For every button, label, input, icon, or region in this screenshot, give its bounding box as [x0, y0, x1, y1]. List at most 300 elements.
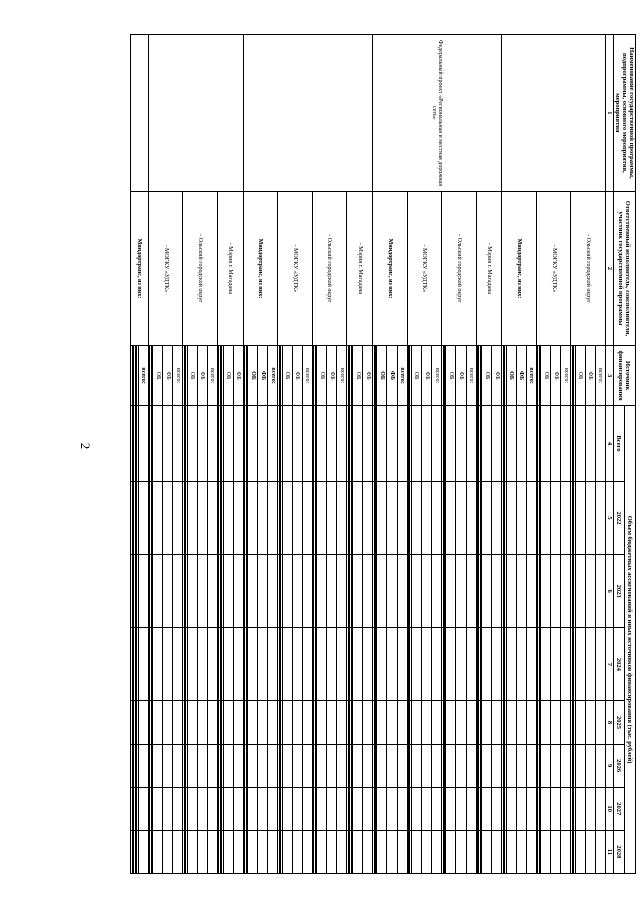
value-cell	[387, 555, 397, 628]
value-cell	[526, 406, 536, 482]
value-cell	[456, 830, 466, 873]
value-cell	[327, 628, 337, 701]
value-cell	[148, 555, 149, 628]
value-cell	[574, 830, 575, 873]
value-cell	[575, 701, 585, 744]
value-cell	[223, 830, 233, 873]
source-cell	[135, 346, 136, 406]
program-name-cell	[148, 35, 243, 192]
value-cell	[131, 406, 133, 482]
value-cell	[258, 787, 268, 830]
value-cell	[595, 744, 605, 787]
header-year: 2024	[614, 628, 625, 701]
source-cell: ФБ	[363, 346, 373, 406]
value-cell	[478, 481, 479, 554]
value-cell	[219, 481, 220, 554]
source-cell	[374, 346, 375, 406]
value-cell	[480, 744, 481, 787]
value-cell	[502, 701, 503, 744]
value-cell	[353, 830, 363, 873]
value-cell	[350, 701, 351, 744]
participant-cell: - Мэрия г. Магадана	[217, 191, 243, 345]
source-cell: ФБ	[258, 346, 268, 406]
value-cell	[148, 787, 149, 830]
value-cell	[315, 628, 316, 701]
value-cell	[476, 701, 477, 744]
source-cell	[243, 346, 244, 406]
value-cell	[222, 555, 223, 628]
value-cell	[220, 481, 221, 554]
value-cell	[281, 787, 282, 830]
value-cell	[186, 555, 187, 628]
value-cell	[376, 406, 377, 482]
value-cell	[173, 555, 183, 628]
value-cell	[422, 628, 432, 701]
value-cell	[131, 744, 133, 787]
value-cell	[279, 787, 280, 830]
source-cell: ОБ	[541, 346, 551, 406]
value-cell	[572, 787, 573, 830]
value-cell	[223, 744, 233, 787]
value-cell	[377, 481, 387, 554]
source-cell	[184, 346, 185, 406]
value-cell	[134, 481, 135, 554]
header-number: 9	[606, 744, 614, 787]
value-cell	[222, 406, 223, 482]
value-cell	[248, 744, 258, 787]
value-cell	[478, 701, 479, 744]
value-cell	[516, 830, 526, 873]
header-number: 2	[606, 191, 614, 345]
value-cell	[133, 787, 134, 830]
value-cell	[317, 744, 327, 787]
value-cell	[197, 555, 207, 628]
value-cell	[317, 830, 327, 873]
value-cell	[480, 701, 481, 744]
source-cell	[186, 346, 187, 406]
financing-table	[130, 34, 636, 874]
value-cell	[539, 406, 540, 482]
value-cell	[503, 481, 504, 554]
source-cell: ОБ	[353, 346, 363, 406]
value-cell	[476, 830, 477, 873]
value-cell	[466, 787, 476, 830]
value-cell	[292, 787, 302, 830]
value-cell	[186, 830, 187, 873]
value-cell	[446, 555, 456, 628]
value-cell	[561, 481, 571, 554]
value-cell	[476, 406, 477, 482]
value-cell	[302, 481, 312, 554]
value-cell	[442, 628, 443, 701]
value-cell	[245, 744, 246, 787]
value-cell	[151, 628, 152, 701]
value-cell	[258, 701, 268, 744]
value-cell	[571, 628, 572, 701]
value-cell	[505, 628, 506, 701]
value-cell	[374, 830, 375, 873]
value-cell	[347, 555, 348, 628]
value-cell	[351, 555, 352, 628]
header-year: 2023	[614, 555, 625, 628]
value-cell	[133, 481, 134, 554]
value-cell	[351, 787, 352, 830]
value-cell	[363, 628, 373, 701]
value-cell	[220, 406, 221, 482]
value-cell	[480, 787, 481, 830]
value-cell	[478, 406, 479, 482]
value-cell	[456, 787, 466, 830]
value-cell	[135, 555, 136, 628]
value-cell	[233, 481, 243, 554]
value-cell	[503, 701, 504, 744]
value-cell	[541, 555, 551, 628]
value-cell	[133, 555, 134, 628]
value-cell	[466, 406, 476, 482]
value-cell	[350, 787, 351, 830]
value-cell	[138, 628, 148, 701]
value-cell	[173, 701, 183, 744]
value-cell	[351, 406, 352, 482]
value-cell	[585, 830, 595, 873]
value-cell	[348, 787, 349, 830]
value-cell	[466, 701, 476, 744]
source-cell: ФБ	[516, 346, 526, 406]
value-cell	[516, 406, 526, 482]
value-cell	[317, 628, 327, 701]
value-cell	[506, 744, 516, 787]
value-cell	[350, 628, 351, 701]
value-cell	[571, 744, 572, 787]
value-cell	[422, 787, 432, 830]
value-cell	[410, 628, 411, 701]
value-cell	[312, 744, 313, 787]
source-cell: ОБ	[317, 346, 327, 406]
value-cell	[173, 787, 183, 830]
participant-cell: Миндортранс, из них:	[131, 191, 149, 345]
value-cell	[137, 701, 138, 744]
value-cell	[363, 744, 373, 787]
value-cell	[131, 481, 133, 554]
table-row	[492, 35, 502, 874]
value-cell	[456, 555, 466, 628]
value-cell	[315, 406, 316, 482]
header-number: 7	[606, 628, 614, 701]
value-cell	[585, 481, 595, 554]
header-number: 10	[606, 787, 614, 830]
value-cell	[233, 830, 243, 873]
value-cell	[279, 406, 280, 482]
value-cell	[151, 744, 152, 787]
value-cell	[538, 555, 539, 628]
value-cell	[537, 787, 538, 830]
participant-cell: - Ольский городской округ	[442, 191, 477, 345]
value-cell	[350, 744, 351, 787]
source-cell: ФБ	[292, 346, 302, 406]
value-cell	[207, 830, 217, 873]
value-cell	[353, 744, 363, 787]
value-cell	[374, 787, 375, 830]
value-cell	[153, 406, 163, 482]
value-cell	[407, 830, 408, 873]
value-cell	[479, 406, 480, 482]
value-cell	[387, 481, 397, 554]
value-cell	[347, 481, 348, 554]
value-cell	[186, 787, 187, 830]
value-cell	[377, 744, 387, 787]
value-cell	[223, 481, 233, 554]
value-cell	[150, 744, 151, 787]
value-cell	[541, 406, 551, 482]
value-cell	[317, 406, 327, 482]
source-cell: ФБ	[163, 346, 173, 406]
value-cell	[539, 744, 540, 787]
value-cell	[445, 406, 446, 482]
value-cell	[278, 555, 279, 628]
value-cell	[492, 406, 502, 482]
value-cell	[363, 555, 373, 628]
value-cell	[302, 830, 312, 873]
value-cell	[347, 628, 348, 701]
value-cell	[163, 628, 173, 701]
source-cell: ФБ	[327, 346, 337, 406]
value-cell	[347, 830, 348, 873]
value-cell	[223, 701, 233, 744]
value-cell	[279, 555, 280, 628]
value-cell	[248, 481, 258, 554]
source-cell	[479, 346, 480, 406]
value-cell	[243, 481, 244, 554]
program-name-cell	[131, 35, 149, 192]
value-cell	[442, 787, 443, 830]
value-cell	[133, 628, 134, 701]
value-cell	[248, 406, 258, 482]
value-cell	[243, 787, 244, 830]
value-cell	[373, 787, 374, 830]
value-cell	[571, 830, 572, 873]
value-cell	[187, 744, 197, 787]
source-cell	[131, 346, 133, 406]
value-cell	[505, 787, 506, 830]
value-cell	[337, 830, 347, 873]
value-cell	[539, 830, 540, 873]
value-cell	[478, 628, 479, 701]
value-cell	[446, 628, 456, 701]
value-cell	[148, 744, 149, 787]
program-name-cell	[243, 35, 372, 192]
value-cell	[279, 481, 280, 554]
value-cell	[387, 628, 397, 701]
value-cell	[443, 744, 444, 787]
value-cell	[153, 481, 163, 554]
value-cell	[526, 830, 536, 873]
value-cell	[411, 555, 421, 628]
source-cell	[571, 346, 572, 406]
value-cell	[183, 701, 184, 744]
participant-cell: Миндортранс, из них:	[243, 191, 278, 345]
value-cell	[492, 787, 502, 830]
value-cell	[315, 744, 316, 787]
value-cell	[246, 787, 247, 830]
source-cell: ОБ	[377, 346, 387, 406]
source-cell	[442, 346, 443, 406]
value-cell	[571, 555, 572, 628]
value-cell	[337, 628, 347, 701]
value-cell	[482, 701, 492, 744]
value-cell	[387, 744, 397, 787]
value-cell	[173, 830, 183, 873]
value-cell	[561, 628, 571, 701]
value-cell	[134, 787, 135, 830]
value-cell	[148, 628, 149, 701]
source-cell	[445, 346, 446, 406]
source-cell: ФБ	[456, 346, 466, 406]
value-cell	[217, 481, 218, 554]
value-cell	[137, 481, 138, 554]
value-cell	[243, 628, 244, 701]
source-cell	[351, 346, 352, 406]
value-cell	[373, 701, 374, 744]
value-cell	[151, 701, 152, 744]
value-cell	[312, 628, 313, 701]
value-cell	[397, 555, 407, 628]
value-cell	[222, 830, 223, 873]
value-cell	[137, 406, 138, 482]
value-cell	[492, 481, 502, 554]
source-cell: ФБ	[492, 346, 502, 406]
source-cell: ОБ	[575, 346, 585, 406]
header-number: 1	[606, 35, 614, 192]
value-cell	[561, 787, 571, 830]
value-cell	[150, 481, 151, 554]
source-cell	[219, 346, 220, 406]
value-cell	[376, 628, 377, 701]
table-row	[595, 35, 605, 874]
value-cell	[353, 406, 363, 482]
value-cell	[278, 481, 279, 554]
value-cell	[516, 481, 526, 554]
value-cell	[187, 555, 197, 628]
value-cell	[282, 701, 292, 744]
value-cell	[135, 628, 136, 701]
value-cell	[314, 787, 315, 830]
value-cell	[537, 744, 538, 787]
value-cell	[197, 701, 207, 744]
value-cell	[373, 744, 374, 787]
value-cell	[595, 481, 605, 554]
header-number: 4	[606, 406, 614, 482]
value-cell	[551, 701, 561, 744]
value-cell	[217, 744, 218, 787]
value-cell	[480, 555, 481, 628]
value-cell	[350, 830, 351, 873]
value-cell	[574, 555, 575, 628]
value-cell	[197, 628, 207, 701]
value-cell	[502, 787, 503, 830]
participant-cell: - Ольский городской округ	[183, 191, 218, 345]
value-cell	[502, 830, 503, 873]
value-cell	[526, 628, 536, 701]
value-cell	[432, 787, 442, 830]
value-cell	[163, 406, 173, 482]
value-cell	[574, 481, 575, 554]
value-cell	[407, 628, 408, 701]
value-cell	[278, 406, 279, 482]
source-cell	[476, 346, 477, 406]
value-cell	[245, 830, 246, 873]
value-cell	[348, 701, 349, 744]
value-cell	[551, 406, 561, 482]
value-cell	[595, 628, 605, 701]
value-cell	[282, 481, 292, 554]
value-cell	[245, 628, 246, 701]
value-cell	[327, 406, 337, 482]
value-cell	[446, 830, 456, 873]
value-cell	[248, 830, 258, 873]
value-cell	[376, 787, 377, 830]
table-row	[233, 35, 243, 874]
value-cell	[223, 406, 233, 482]
value-cell	[541, 481, 551, 554]
value-cell	[538, 787, 539, 830]
value-cell	[163, 830, 173, 873]
value-cell	[138, 481, 148, 554]
source-cell: всего:	[397, 346, 407, 406]
value-cell	[153, 555, 163, 628]
value-cell	[292, 406, 302, 482]
source-cell	[347, 346, 348, 406]
value-cell	[373, 628, 374, 701]
value-cell	[151, 555, 152, 628]
header-number: 11	[606, 830, 614, 873]
value-cell	[327, 555, 337, 628]
value-cell	[363, 406, 373, 482]
value-cell	[243, 744, 244, 787]
source-cell: всего:	[337, 346, 347, 406]
value-cell	[585, 787, 595, 830]
value-cell	[363, 701, 373, 744]
value-cell	[480, 830, 481, 873]
value-cell	[595, 555, 605, 628]
value-cell	[446, 481, 456, 554]
value-cell	[258, 744, 268, 787]
value-cell	[585, 628, 595, 701]
value-cell	[443, 555, 444, 628]
value-cell	[482, 406, 492, 482]
value-cell	[183, 481, 184, 554]
value-cell	[217, 555, 218, 628]
value-cell	[219, 701, 220, 744]
value-cell	[197, 481, 207, 554]
value-cell	[348, 628, 349, 701]
value-cell	[312, 406, 313, 482]
value-cell	[526, 787, 536, 830]
program-name-cell: Федеральный проект «Региональная и местная дорожная сеть»	[373, 35, 502, 192]
value-cell	[353, 481, 363, 554]
value-cell	[506, 406, 516, 482]
value-cell	[456, 406, 466, 482]
value-cell	[595, 787, 605, 830]
value-cell	[220, 787, 221, 830]
value-cell	[347, 406, 348, 482]
value-cell	[282, 787, 292, 830]
value-cell	[422, 406, 432, 482]
value-cell	[432, 830, 442, 873]
value-cell	[482, 481, 492, 554]
value-cell	[317, 787, 327, 830]
value-cell	[135, 830, 136, 873]
value-cell	[387, 406, 397, 482]
